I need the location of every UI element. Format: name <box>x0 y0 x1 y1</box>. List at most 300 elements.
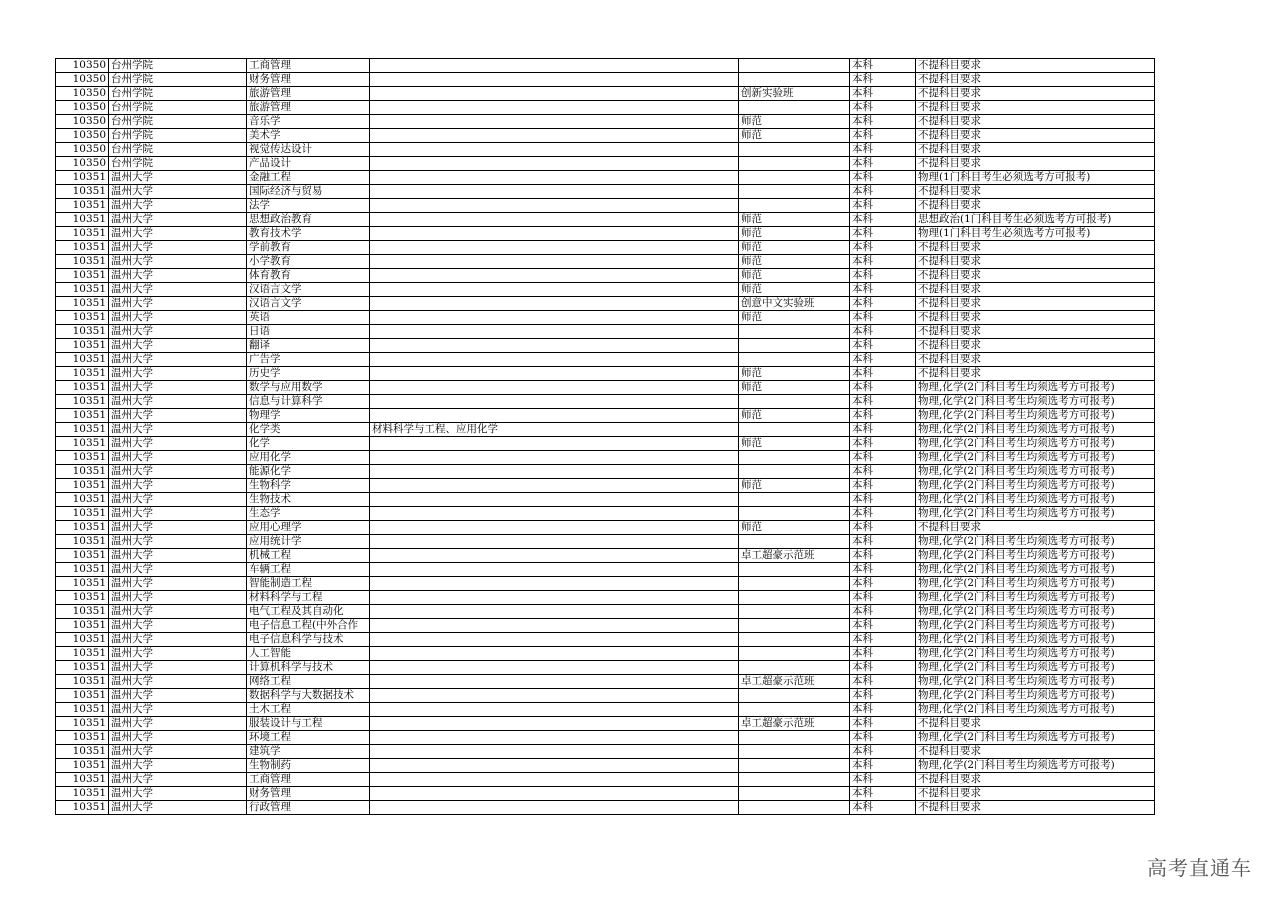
school-name-cell: 温州大学 <box>109 283 247 297</box>
subject-requirement-cell: 物理,化学(2门科目考生均须选考方可报考) <box>916 759 1155 773</box>
school-name-cell: 温州大学 <box>109 787 247 801</box>
level-cell: 本科 <box>850 423 916 437</box>
subject-requirement-cell: 物理,化学(2门科目考生均须选考方可报考) <box>916 731 1155 745</box>
major-note-cell <box>370 521 739 535</box>
level-cell: 本科 <box>850 395 916 409</box>
program-type-cell: 师范 <box>739 437 850 451</box>
subject-requirement-cell: 不提科目要求 <box>916 199 1155 213</box>
table-row <box>56 591 1155 605</box>
level-cell: 本科 <box>850 535 916 549</box>
table-row <box>56 269 1155 283</box>
table-row <box>56 395 1155 409</box>
program-type-cell <box>739 465 850 479</box>
program-type-cell: 师范 <box>739 409 850 423</box>
program-type-cell <box>739 577 850 591</box>
major-cell: 物理学 <box>247 409 370 423</box>
school-name-cell: 温州大学 <box>109 507 247 521</box>
subject-requirement-cell: 物理(1门科目考生必须选考方可报考) <box>916 171 1155 185</box>
table-row <box>56 801 1155 815</box>
major-cell: 学前教育 <box>247 241 370 255</box>
school-name-cell: 温州大学 <box>109 269 247 283</box>
table-row <box>56 353 1155 367</box>
table-row <box>56 689 1155 703</box>
school-code-cell: 10351 <box>56 339 109 353</box>
level-cell: 本科 <box>850 479 916 493</box>
program-type-cell <box>739 647 850 661</box>
level-cell: 本科 <box>850 283 916 297</box>
school-name-cell: 温州大学 <box>109 661 247 675</box>
school-code-cell: 10351 <box>56 325 109 339</box>
school-name-cell: 温州大学 <box>109 633 247 647</box>
subject-requirement-cell: 不提科目要求 <box>916 297 1155 311</box>
major-cell: 生物制药 <box>247 759 370 773</box>
school-name-cell: 温州大学 <box>109 703 247 717</box>
school-code-cell: 10350 <box>56 157 109 171</box>
subject-requirement-cell: 物理,化学(2门科目考生均须选考方可报考) <box>916 605 1155 619</box>
major-note-cell <box>370 297 739 311</box>
major-note-cell <box>370 465 739 479</box>
major-note-cell <box>370 717 739 731</box>
major-note-cell <box>370 801 739 815</box>
table-row <box>56 717 1155 731</box>
major-note-cell <box>370 563 739 577</box>
level-cell: 本科 <box>850 409 916 423</box>
school-name-cell: 温州大学 <box>109 801 247 815</box>
subject-requirement-cell: 物理,化学(2门科目考生均须选考方可报考) <box>916 493 1155 507</box>
major-cell: 数据科学与大数据技术 <box>247 689 370 703</box>
major-note-cell <box>370 507 739 521</box>
school-code-cell: 10351 <box>56 535 109 549</box>
table-row <box>56 507 1155 521</box>
level-cell: 本科 <box>850 521 916 535</box>
program-type-cell <box>739 633 850 647</box>
major-cell: 小学教育 <box>247 255 370 269</box>
level-cell: 本科 <box>850 591 916 605</box>
level-cell: 本科 <box>850 689 916 703</box>
table-row <box>56 115 1155 129</box>
table-row <box>56 633 1155 647</box>
major-cell: 工商管理 <box>247 773 370 787</box>
subject-requirement-cell: 不提科目要求 <box>916 269 1155 283</box>
school-name-cell: 温州大学 <box>109 185 247 199</box>
major-note-cell <box>370 255 739 269</box>
school-code-cell: 10351 <box>56 549 109 563</box>
major-cell: 历史学 <box>247 367 370 381</box>
level-cell: 本科 <box>850 647 916 661</box>
school-code-cell: 10351 <box>56 367 109 381</box>
major-note-cell <box>370 213 739 227</box>
program-type-cell <box>739 339 850 353</box>
subject-requirement-cell: 不提科目要求 <box>916 801 1155 815</box>
level-cell: 本科 <box>850 787 916 801</box>
program-type-cell: 卓工超豪示范班 <box>739 675 850 689</box>
school-code-cell: 10351 <box>56 171 109 185</box>
subject-requirement-cell: 物理,化学(2门科目考生均须选考方可报考) <box>916 661 1155 675</box>
level-cell: 本科 <box>850 661 916 675</box>
school-code-cell: 10351 <box>56 619 109 633</box>
program-type-cell <box>739 787 850 801</box>
table-body <box>56 59 1155 815</box>
program-type-cell <box>739 157 850 171</box>
major-cell: 日语 <box>247 325 370 339</box>
school-code-cell: 10351 <box>56 675 109 689</box>
school-code-cell: 10351 <box>56 605 109 619</box>
major-note-cell <box>370 493 739 507</box>
subject-requirement-cell: 不提科目要求 <box>916 157 1155 171</box>
program-type-cell <box>739 493 850 507</box>
major-note-cell <box>370 311 739 325</box>
program-type-cell <box>739 199 850 213</box>
major-cell: 应用化学 <box>247 451 370 465</box>
program-type-cell <box>739 689 850 703</box>
level-cell: 本科 <box>850 87 916 101</box>
subject-requirement-cell: 物理,化学(2门科目考生均须选考方可报考) <box>916 535 1155 549</box>
school-code-cell: 10351 <box>56 213 109 227</box>
school-code-cell: 10351 <box>56 591 109 605</box>
table-row <box>56 59 1155 73</box>
level-cell: 本科 <box>850 59 916 73</box>
program-type-cell: 创新实验班 <box>739 87 850 101</box>
subject-requirement-cell: 物理,化学(2门科目考生均须选考方可报考) <box>916 409 1155 423</box>
major-cell: 法学 <box>247 199 370 213</box>
major-cell: 生态学 <box>247 507 370 521</box>
table-row <box>56 535 1155 549</box>
level-cell: 本科 <box>850 507 916 521</box>
major-note-cell <box>370 241 739 255</box>
major-note-cell <box>370 283 739 297</box>
major-note-cell <box>370 759 739 773</box>
school-name-cell: 温州大学 <box>109 675 247 689</box>
major-note-cell <box>370 395 739 409</box>
school-code-cell: 10350 <box>56 115 109 129</box>
school-code-cell: 10351 <box>56 451 109 465</box>
major-cell: 能源化学 <box>247 465 370 479</box>
program-type-cell <box>739 591 850 605</box>
program-type-cell <box>739 507 850 521</box>
program-type-cell: 师范 <box>739 255 850 269</box>
level-cell: 本科 <box>850 227 916 241</box>
major-note-cell <box>370 381 739 395</box>
major-cell: 视觉传达设计 <box>247 143 370 157</box>
school-name-cell: 温州大学 <box>109 563 247 577</box>
major-cell: 广告学 <box>247 353 370 367</box>
admission-table <box>55 58 1155 815</box>
level-cell: 本科 <box>850 773 916 787</box>
major-note-cell <box>370 129 739 143</box>
table-row <box>56 325 1155 339</box>
level-cell: 本科 <box>850 731 916 745</box>
school-name-cell: 温州大学 <box>109 339 247 353</box>
major-cell: 化学 <box>247 437 370 451</box>
program-type-cell: 师范 <box>739 115 850 129</box>
major-cell: 网络工程 <box>247 675 370 689</box>
school-name-cell: 台州学院 <box>109 87 247 101</box>
major-note-cell <box>370 101 739 115</box>
program-type-cell <box>739 605 850 619</box>
school-name-cell: 温州大学 <box>109 479 247 493</box>
major-cell: 旅游管理 <box>247 87 370 101</box>
major-cell: 土木工程 <box>247 703 370 717</box>
level-cell: 本科 <box>850 619 916 633</box>
table-row <box>56 437 1155 451</box>
table-row <box>56 465 1155 479</box>
subject-requirement-cell: 不提科目要求 <box>916 353 1155 367</box>
table-row <box>56 409 1155 423</box>
school-code-cell: 10351 <box>56 423 109 437</box>
subject-requirement-cell: 物理,化学(2门科目考生均须选考方可报考) <box>916 507 1155 521</box>
school-code-cell: 10351 <box>56 563 109 577</box>
table-row <box>56 101 1155 115</box>
school-name-cell: 温州大学 <box>109 717 247 731</box>
school-code-cell: 10351 <box>56 661 109 675</box>
subject-requirement-cell: 物理,化学(2门科目考生均须选考方可报考) <box>916 549 1155 563</box>
subject-requirement-cell: 物理,化学(2门科目考生均须选考方可报考) <box>916 381 1155 395</box>
major-note-cell <box>370 227 739 241</box>
major-note-cell <box>370 591 739 605</box>
school-code-cell: 10351 <box>56 507 109 521</box>
school-code-cell: 10350 <box>56 101 109 115</box>
major-note-cell <box>370 437 739 451</box>
major-note-cell <box>370 353 739 367</box>
major-note-cell <box>370 535 739 549</box>
program-type-cell <box>739 619 850 633</box>
school-name-cell: 温州大学 <box>109 437 247 451</box>
major-note-cell <box>370 647 739 661</box>
subject-requirement-cell: 物理,化学(2门科目考生均须选考方可报考) <box>916 451 1155 465</box>
program-type-cell: 师范 <box>739 269 850 283</box>
major-note-cell <box>370 619 739 633</box>
program-type-cell <box>739 143 850 157</box>
level-cell: 本科 <box>850 325 916 339</box>
program-type-cell <box>739 73 850 87</box>
school-code-cell: 10351 <box>56 297 109 311</box>
school-code-cell: 10350 <box>56 73 109 87</box>
school-name-cell: 温州大学 <box>109 647 247 661</box>
subject-requirement-cell: 不提科目要求 <box>916 367 1155 381</box>
major-cell: 财务管理 <box>247 787 370 801</box>
table-row <box>56 381 1155 395</box>
major-note-cell <box>370 605 739 619</box>
school-name-cell: 温州大学 <box>109 213 247 227</box>
table-row <box>56 129 1155 143</box>
major-cell: 汉语言文学 <box>247 283 370 297</box>
subject-requirement-cell: 物理(1门科目考生必须选考方可报考) <box>916 227 1155 241</box>
school-code-cell: 10351 <box>56 633 109 647</box>
school-name-cell: 温州大学 <box>109 689 247 703</box>
program-type-cell <box>739 661 850 675</box>
program-type-cell: 师范 <box>739 479 850 493</box>
major-cell: 电子信息工程(中外合作 <box>247 619 370 633</box>
table-row <box>56 605 1155 619</box>
major-cell: 生物科学 <box>247 479 370 493</box>
table-row <box>56 241 1155 255</box>
school-code-cell: 10351 <box>56 521 109 535</box>
subject-requirement-cell: 物理,化学(2门科目考生均须选考方可报考) <box>916 577 1155 591</box>
level-cell: 本科 <box>850 577 916 591</box>
school-code-cell: 10350 <box>56 59 109 73</box>
major-cell: 服装设计与工程 <box>247 717 370 731</box>
school-code-cell: 10351 <box>56 493 109 507</box>
level-cell: 本科 <box>850 171 916 185</box>
major-cell: 工商管理 <box>247 59 370 73</box>
level-cell: 本科 <box>850 185 916 199</box>
school-name-cell: 温州大学 <box>109 171 247 185</box>
subject-requirement-cell: 不提科目要求 <box>916 787 1155 801</box>
school-name-cell: 台州学院 <box>109 59 247 73</box>
school-name-cell: 温州大学 <box>109 353 247 367</box>
school-code-cell: 10351 <box>56 283 109 297</box>
level-cell: 本科 <box>850 759 916 773</box>
major-cell: 汉语言文学 <box>247 297 370 311</box>
major-cell: 国际经济与贸易 <box>247 185 370 199</box>
subject-requirement-cell: 物理,化学(2门科目考生均须选考方可报考) <box>916 591 1155 605</box>
major-note-cell <box>370 745 739 759</box>
program-type-cell <box>739 759 850 773</box>
program-type-cell: 师范 <box>739 521 850 535</box>
major-cell: 英语 <box>247 311 370 325</box>
subject-requirement-cell: 不提科目要求 <box>916 59 1155 73</box>
subject-requirement-cell: 不提科目要求 <box>916 185 1155 199</box>
school-code-cell: 10350 <box>56 129 109 143</box>
program-type-cell <box>739 171 850 185</box>
program-type-cell: 师范 <box>739 129 850 143</box>
school-name-cell: 温州大学 <box>109 255 247 269</box>
table-row <box>56 731 1155 745</box>
major-cell: 财务管理 <box>247 73 370 87</box>
major-cell: 生物技术 <box>247 493 370 507</box>
program-type-cell: 师范 <box>739 213 850 227</box>
major-cell: 旅游管理 <box>247 101 370 115</box>
major-note-cell <box>370 675 739 689</box>
table-row <box>56 227 1155 241</box>
table-row <box>56 521 1155 535</box>
table-row <box>56 619 1155 633</box>
level-cell: 本科 <box>850 115 916 129</box>
subject-requirement-cell: 物理,化学(2门科目考生均须选考方可报考) <box>916 423 1155 437</box>
level-cell: 本科 <box>850 129 916 143</box>
major-note-cell <box>370 549 739 563</box>
subject-requirement-cell: 物理,化学(2门科目考生均须选考方可报考) <box>916 675 1155 689</box>
school-code-cell: 10351 <box>56 269 109 283</box>
school-name-cell: 台州学院 <box>109 73 247 87</box>
program-type-cell <box>739 731 850 745</box>
watermark: 高考直通车 <box>1147 856 1252 880</box>
program-type-cell <box>739 395 850 409</box>
major-note-cell <box>370 787 739 801</box>
subject-requirement-cell: 物理,化学(2门科目考生均须选考方可报考) <box>916 689 1155 703</box>
school-name-cell: 温州大学 <box>109 423 247 437</box>
level-cell: 本科 <box>850 297 916 311</box>
table-row <box>56 479 1155 493</box>
level-cell: 本科 <box>850 451 916 465</box>
major-note-cell <box>370 451 739 465</box>
table-row <box>56 647 1155 661</box>
school-code-cell: 10351 <box>56 381 109 395</box>
major-cell: 建筑学 <box>247 745 370 759</box>
major-cell: 化学类 <box>247 423 370 437</box>
program-type-cell <box>739 423 850 437</box>
level-cell: 本科 <box>850 339 916 353</box>
subject-requirement-cell: 不提科目要求 <box>916 87 1155 101</box>
table-row <box>56 213 1155 227</box>
major-note-cell <box>370 199 739 213</box>
table-row <box>56 577 1155 591</box>
school-code-cell: 10351 <box>56 787 109 801</box>
table-row <box>56 311 1155 325</box>
program-type-cell <box>739 745 850 759</box>
school-name-cell: 台州学院 <box>109 115 247 129</box>
school-name-cell: 温州大学 <box>109 605 247 619</box>
major-note-cell <box>370 325 739 339</box>
major-cell: 智能制造工程 <box>247 577 370 591</box>
school-name-cell: 温州大学 <box>109 311 247 325</box>
level-cell: 本科 <box>850 101 916 115</box>
school-code-cell: 10351 <box>56 353 109 367</box>
major-note-cell <box>370 115 739 129</box>
school-code-cell: 10351 <box>56 199 109 213</box>
major-cell: 车辆工程 <box>247 563 370 577</box>
school-name-cell: 温州大学 <box>109 199 247 213</box>
school-name-cell: 温州大学 <box>109 619 247 633</box>
major-cell: 计算机科学与技术 <box>247 661 370 675</box>
school-code-cell: 10351 <box>56 759 109 773</box>
table-row <box>56 297 1155 311</box>
table-row <box>56 185 1155 199</box>
school-name-cell: 台州学院 <box>109 143 247 157</box>
subject-requirement-cell: 物理,化学(2门科目考生均须选考方可报考) <box>916 465 1155 479</box>
program-type-cell <box>739 773 850 787</box>
program-type-cell: 师范 <box>739 283 850 297</box>
major-note-cell <box>370 185 739 199</box>
table-row <box>56 787 1155 801</box>
major-cell: 电子信息科学与技术 <box>247 633 370 647</box>
major-cell: 产品设计 <box>247 157 370 171</box>
program-type-cell: 创意中文实验班 <box>739 297 850 311</box>
school-name-cell: 台州学院 <box>109 129 247 143</box>
table-row <box>56 143 1155 157</box>
program-type-cell <box>739 325 850 339</box>
school-name-cell: 温州大学 <box>109 325 247 339</box>
table-row <box>56 199 1155 213</box>
school-name-cell: 温州大学 <box>109 577 247 591</box>
major-cell: 应用统计学 <box>247 535 370 549</box>
school-name-cell: 温州大学 <box>109 227 247 241</box>
major-note-cell <box>370 577 739 591</box>
program-type-cell <box>739 703 850 717</box>
table-row <box>56 73 1155 87</box>
subject-requirement-cell: 不提科目要求 <box>916 143 1155 157</box>
subject-requirement-cell: 不提科目要求 <box>916 115 1155 129</box>
subject-requirement-cell: 不提科目要求 <box>916 255 1155 269</box>
major-note-cell <box>370 731 739 745</box>
level-cell: 本科 <box>850 549 916 563</box>
program-type-cell <box>739 185 850 199</box>
major-cell: 电气工程及其自动化 <box>247 605 370 619</box>
school-name-cell: 温州大学 <box>109 591 247 605</box>
program-type-cell <box>739 59 850 73</box>
table-row <box>56 493 1155 507</box>
major-note-cell <box>370 171 739 185</box>
subject-requirement-cell: 不提科目要求 <box>916 717 1155 731</box>
table-row <box>56 759 1155 773</box>
table-row <box>56 423 1155 437</box>
subject-requirement-cell: 物理,化学(2门科目考生均须选考方可报考) <box>916 437 1155 451</box>
school-code-cell: 10351 <box>56 689 109 703</box>
school-name-cell: 温州大学 <box>109 773 247 787</box>
school-code-cell: 10351 <box>56 185 109 199</box>
level-cell: 本科 <box>850 437 916 451</box>
major-cell: 环境工程 <box>247 731 370 745</box>
